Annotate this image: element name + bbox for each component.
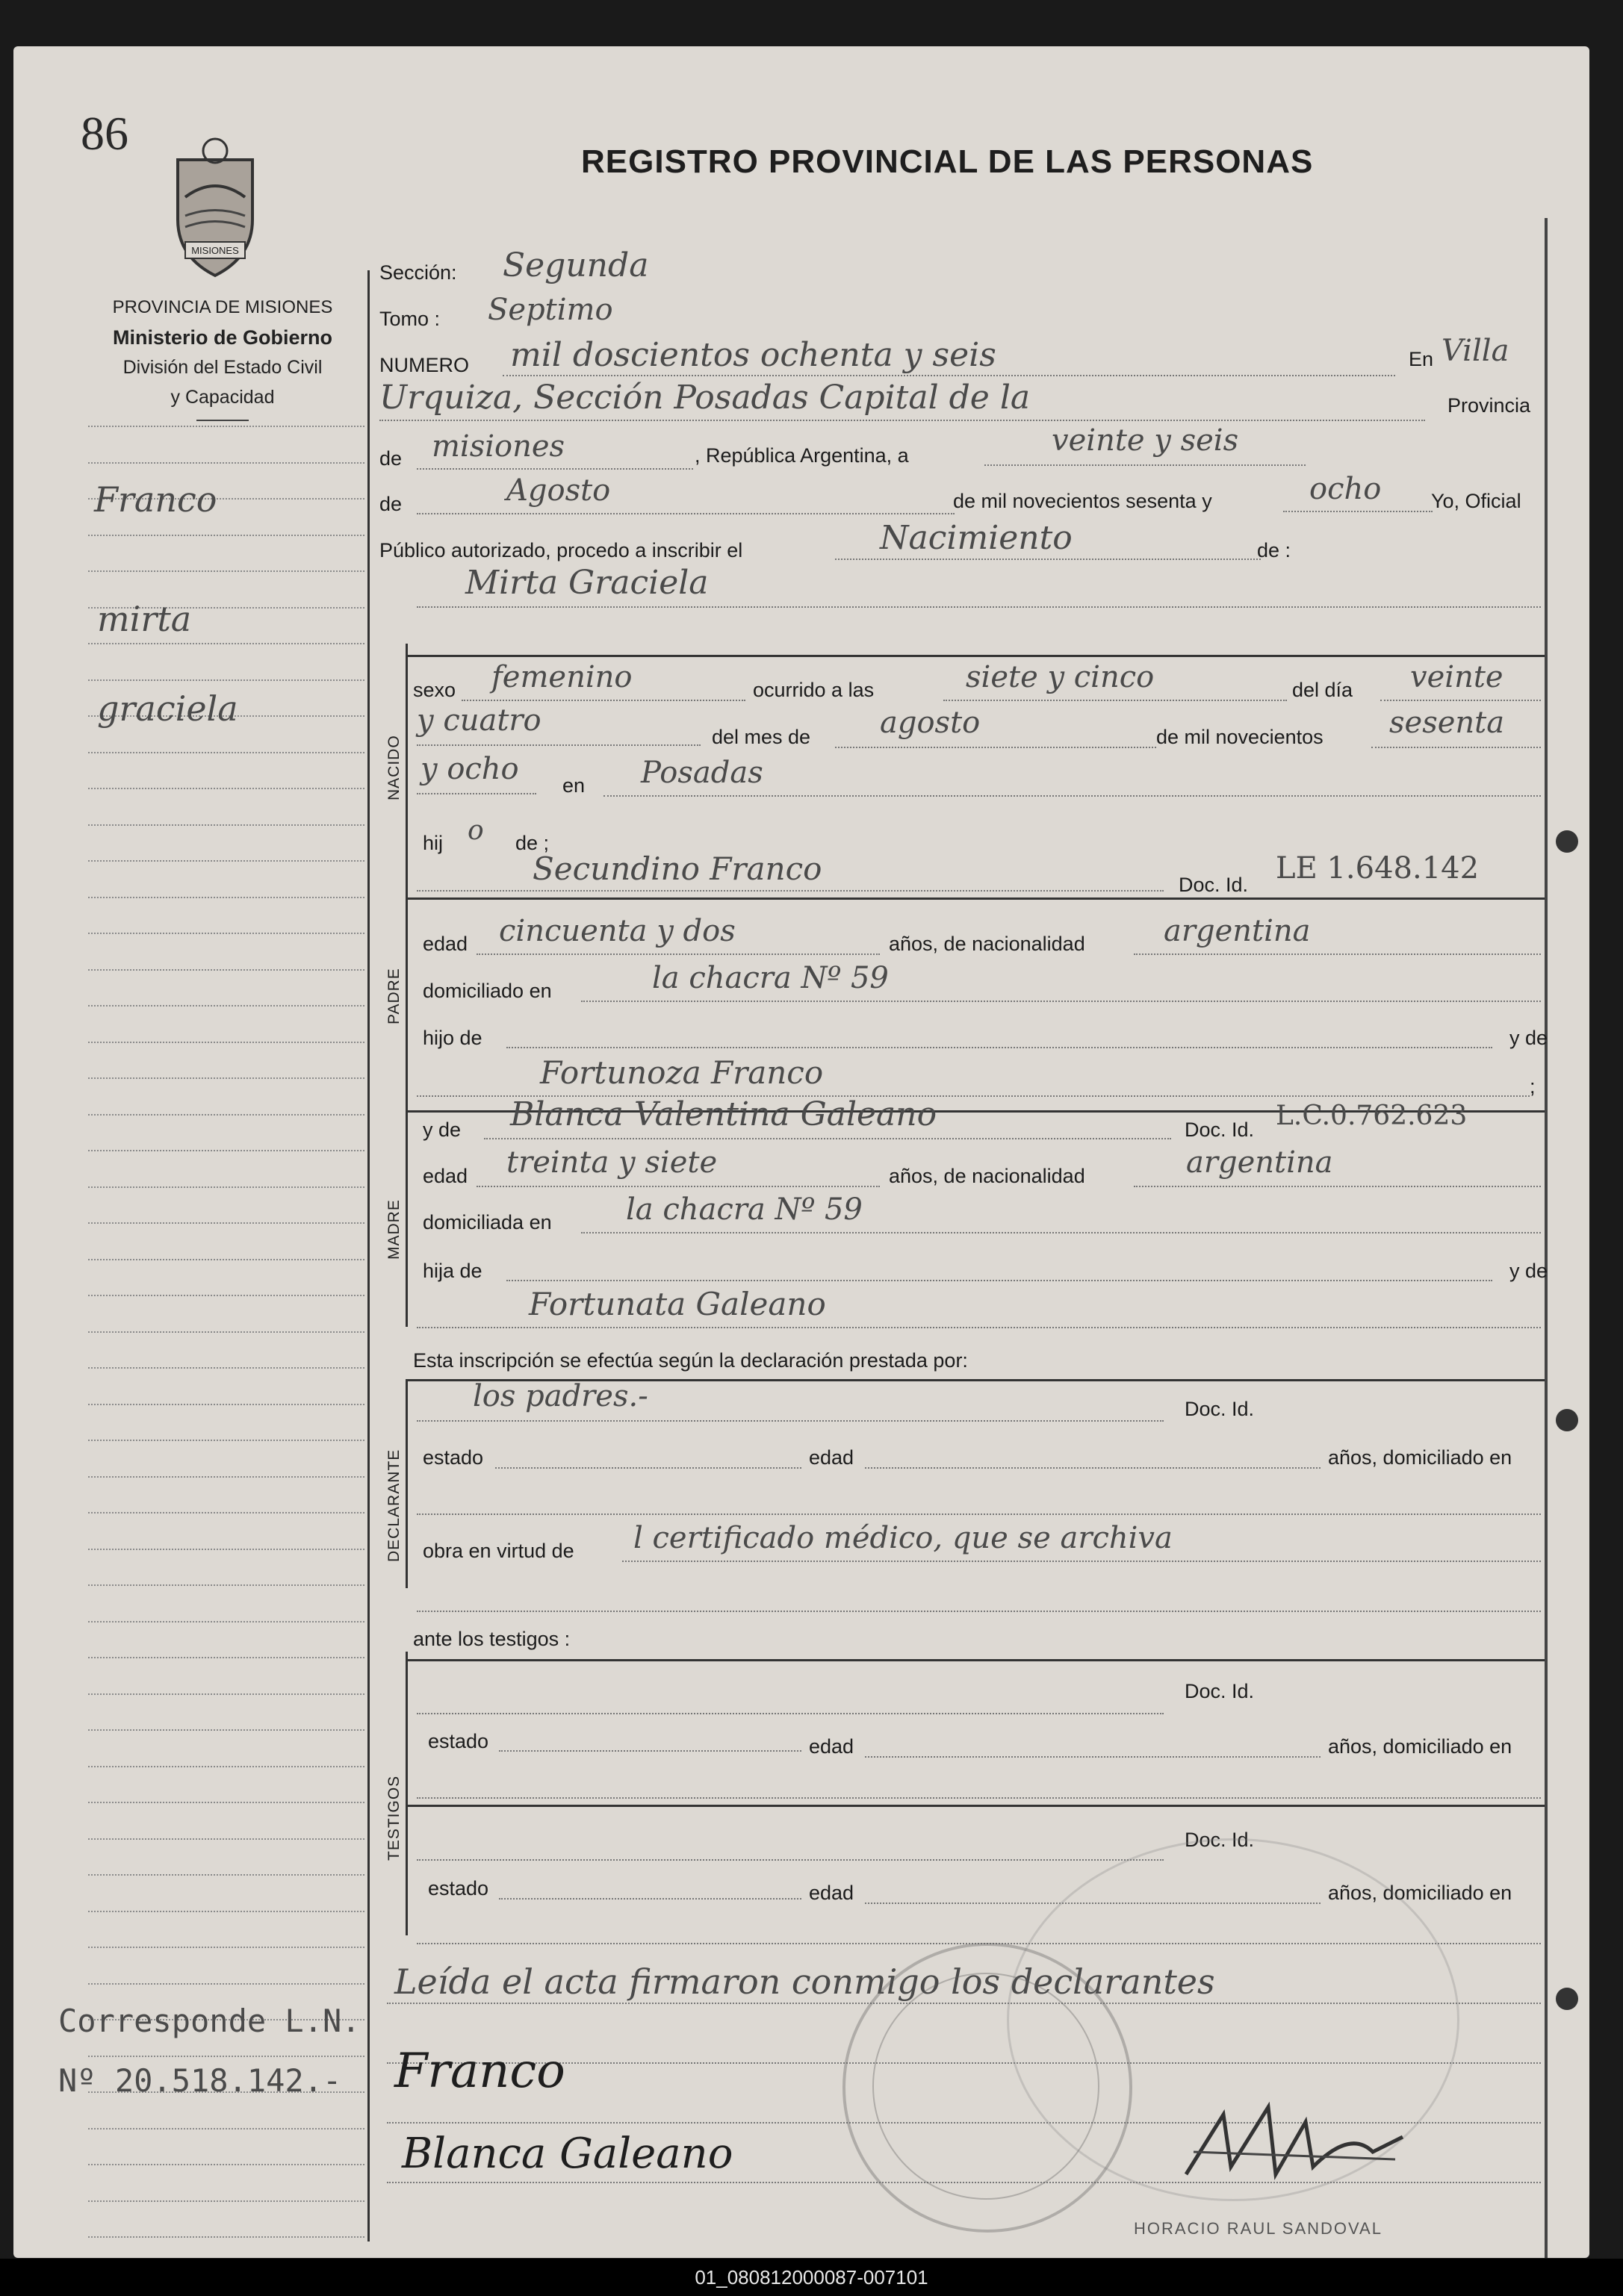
signature-franco: Franco	[394, 2044, 565, 2099]
agency-division: División del Estado Civil	[122, 357, 323, 378]
padre-dom-label: domiciliado en	[423, 980, 552, 1002]
closing-text: Leída el acta firmaron conmigo los declarantes	[394, 1961, 1215, 2002]
madre-yde2-label: y de	[1509, 1260, 1548, 1282]
dia-dots	[984, 464, 1306, 466]
margin-rule	[88, 2236, 364, 2238]
en-value: Villa	[1442, 334, 1509, 368]
test2-doc-label: Doc. Id.	[1185, 1829, 1255, 1851]
officer-signature	[1179, 2085, 1418, 2204]
padre-nac-label: años, de nacionalidad	[889, 933, 1085, 955]
sep-nacido-top	[406, 655, 1545, 657]
padre-nombre: Secundino Franco	[533, 850, 822, 887]
page-number: 86	[81, 107, 128, 160]
padre-hijo-label: hijo de	[423, 1027, 482, 1049]
place-dots	[379, 420, 1425, 421]
anio-dots-2	[1371, 747, 1541, 748]
madre-dom-dots	[581, 1232, 1541, 1233]
padre-dom-dots	[581, 1001, 1541, 1002]
anio-label-n: de mil novecientos	[1156, 726, 1323, 748]
testigos-label: TESTIGOS	[385, 1775, 403, 1861]
en-label-n: en	[562, 774, 586, 797]
margin-rule	[88, 1947, 364, 1948]
test2-edad-label: edad	[809, 1882, 854, 1904]
margin-rule	[88, 1729, 364, 1731]
padre-yde-label: y de	[1509, 1027, 1548, 1049]
sexo-label: sexo	[413, 679, 456, 701]
decl-dots	[417, 1420, 1164, 1422]
madre-hija-label: hija de	[423, 1260, 482, 1282]
register-page	[13, 46, 1589, 2258]
testigos-bar	[406, 1652, 408, 1935]
margin-rule	[88, 1042, 364, 1043]
nacido-bar	[406, 644, 408, 897]
decl-edad-dots	[865, 1467, 1321, 1469]
seccion-label: Sección:	[379, 261, 457, 284]
image-caption: 01_080812000087-007101	[0, 2259, 1623, 2296]
margin-rule	[88, 752, 364, 753]
margin-rule	[88, 1549, 364, 1550]
padre-padres-value: Fortunoza Franco	[540, 1054, 824, 1091]
agency-rule	[196, 420, 249, 421]
margin-rule	[88, 788, 364, 789]
decl-estado-dots	[495, 1467, 801, 1469]
madre-edad-dots	[477, 1186, 880, 1187]
declarante-nombre: los padres.-	[473, 1379, 648, 1413]
padre-dots	[417, 890, 1164, 892]
madre-edad-label: edad	[423, 1165, 468, 1187]
margin-rule	[88, 1005, 364, 1007]
padre-hijo-dots	[506, 1047, 1492, 1048]
de-label: de	[379, 447, 403, 470]
margin-rule	[88, 1802, 364, 1803]
provincia-value: misiones	[432, 429, 565, 464]
decl-obra-value: l certificado médico, que se archiva	[633, 1521, 1173, 1555]
margin-name-second: graciela	[97, 688, 238, 729]
test1-anios-label: años, domiciliado en	[1328, 1735, 1512, 1758]
decl-edad-label: edad	[809, 1446, 854, 1469]
margin-divider	[367, 270, 370, 2241]
mes-dots-2	[835, 747, 1156, 748]
test1-dom-dots	[417, 1797, 1541, 1799]
margin-rule	[88, 2200, 364, 2202]
dia2-value: y cuatro	[417, 703, 541, 738]
test2-estado-dots	[499, 1898, 801, 1900]
madre-nac-label: años, de nacionalidad	[889, 1165, 1085, 1187]
decl-dom-dots	[417, 1513, 1541, 1515]
de3-label: de :	[1257, 539, 1291, 561]
nacido-nombre: Mirta Graciela	[465, 564, 709, 602]
margin-name-first: mirta	[97, 599, 192, 639]
republica-label: , República Argentina, a	[695, 444, 909, 467]
margin-rule	[88, 1621, 364, 1623]
prov-dots	[417, 468, 693, 470]
margin-rule	[88, 1367, 364, 1369]
margin-note-number: Nº 20.518.142.-	[58, 2062, 342, 2099]
madre-dom-label: domiciliada en	[423, 1211, 552, 1233]
ocurrido-label: ocurrido a las	[753, 679, 875, 701]
publico-label: Público autorizado, procedo a inscribir el	[379, 539, 743, 561]
margin-rule	[88, 860, 364, 862]
padre-semicolon: ;	[1530, 1075, 1536, 1098]
provincial-crest	[163, 130, 267, 287]
right-border	[1545, 218, 1548, 2258]
de2-label: de	[379, 493, 403, 515]
crest-text: MISIONES	[191, 245, 239, 256]
decl-extra-dots	[417, 1611, 1541, 1612]
sep-padre-top	[406, 897, 1545, 900]
madre-edad-value: treinta y siete	[506, 1145, 718, 1180]
deldia-label: del día	[1292, 679, 1353, 701]
margin-rule	[88, 1476, 364, 1478]
madre-nombre: Blanca Valentina Galeano	[510, 1095, 937, 1133]
margin-rule	[88, 2056, 364, 2057]
margin-surname: Franco	[94, 479, 217, 520]
padre-edad-dots	[477, 953, 880, 955]
de-label-n: de ;	[515, 832, 550, 854]
sexo-value: femenino	[491, 660, 633, 694]
padre-nac-value: argentina	[1164, 914, 1311, 948]
binder-hole-middle	[1556, 1409, 1578, 1431]
binder-hole-top	[1556, 830, 1578, 853]
officer-name-stamp: HORACIO RAUL SANDOVAL	[1134, 2219, 1383, 2238]
margin-rule	[88, 643, 364, 644]
test1-edad-label: edad	[809, 1735, 854, 1758]
signature-galeano: Blanca Galeano	[402, 2129, 733, 2178]
testigos-intro: ante los testigos :	[413, 1628, 571, 1650]
margin-rule	[88, 535, 364, 536]
margin-rule	[88, 1404, 364, 1405]
margin-rule	[88, 2128, 364, 2129]
anio-dots	[1283, 511, 1433, 512]
margin-rule	[88, 969, 364, 971]
madre-yde-label: y de	[423, 1119, 462, 1141]
declarante-doc-label: Doc. Id.	[1185, 1398, 1255, 1420]
margin-rule	[88, 1259, 364, 1260]
decl-anios-label: años, domiciliado en	[1328, 1446, 1512, 1469]
document-title: REGISTRO PROVINCIAL DE LAS PERSONAS	[581, 143, 1314, 180]
padre-doc-label: Doc. Id.	[1179, 874, 1249, 896]
margin-rule	[88, 1584, 364, 1586]
provincia-label: Provincia	[1447, 394, 1531, 417]
decl-obra-dots	[622, 1561, 1541, 1562]
hora-dots	[943, 700, 1287, 701]
declarante-label: DECLARANTE	[385, 1449, 403, 1562]
margin-rule	[88, 1222, 364, 1224]
margin-rule	[88, 1295, 364, 1296]
numero-dots	[503, 375, 1395, 376]
margin-rule	[88, 1693, 364, 1695]
sexo-dots	[462, 700, 745, 701]
margin-rule	[88, 824, 364, 826]
test1-doc-label: Doc. Id.	[1185, 1680, 1255, 1702]
margin-rule	[88, 1331, 364, 1333]
mes-dots	[417, 513, 955, 514]
agency-capacity: y Capacidad	[170, 387, 275, 408]
margin-rule	[88, 570, 364, 572]
madre-padres-value: Fortunata Galeano	[529, 1286, 826, 1322]
margin-rule	[88, 1874, 364, 1876]
lugar-dots	[603, 795, 1541, 797]
place-value: Urquiza, Sección Posadas Capital de la	[379, 379, 1031, 417]
hora-value: siete y cinco	[966, 660, 1155, 694]
margin-rule	[88, 1077, 364, 1079]
test1-estado-dots	[499, 1750, 801, 1752]
numero-label: NUMERO	[379, 354, 469, 376]
madre-nac-value: argentina	[1186, 1145, 1333, 1180]
delmes-label: del mes de	[712, 726, 811, 748]
margin-rule	[88, 1114, 364, 1116]
agency-ministry: Ministerio de Gobierno	[112, 326, 333, 349]
margin-rule	[88, 1150, 364, 1151]
declarante-intro: Esta inscripción se efectúa según la declaración prestada por:	[413, 1349, 968, 1372]
margin-rule	[88, 679, 364, 681]
anio-value-n: sesenta	[1389, 706, 1505, 740]
mes-value-n: agosto	[880, 706, 981, 740]
madre-hija-dots	[506, 1280, 1492, 1281]
padre-nac-dots	[1134, 953, 1541, 955]
padre-bar	[406, 890, 408, 1121]
padre-doc-value: LE 1.648.142	[1276, 851, 1480, 886]
tomo-value: Septimo	[488, 293, 613, 327]
madre-doc-value: L.C.0.762.623	[1276, 1101, 1468, 1131]
test2-anios-label: años, domiciliado en	[1328, 1882, 1512, 1904]
decl-estado-label: estado	[423, 1446, 484, 1469]
margin-rule	[88, 462, 364, 464]
margin-rule	[88, 1440, 364, 1441]
agency-block	[73, 293, 372, 421]
dia2-dots	[417, 744, 701, 746]
test1-edad-dots	[865, 1756, 1321, 1758]
acto-value: Nacimiento	[880, 519, 1073, 557]
acto-dots	[835, 559, 1261, 560]
dia-dots-2	[1380, 700, 1541, 701]
anio-value: ocho	[1309, 472, 1382, 506]
margin-rule	[88, 1657, 364, 1658]
margin-rule	[88, 1766, 364, 1767]
margin-note-corresponde: Corresponde L.N.	[58, 2003, 361, 2039]
madre-bar	[406, 1114, 408, 1327]
anio-label: de mil novecientos sesenta y	[953, 490, 1212, 512]
padre-edad-label: edad	[423, 933, 468, 955]
dia-value-n: veinte	[1410, 660, 1503, 694]
madre-dots	[484, 1138, 1171, 1139]
seccion-value: Segunda	[503, 246, 649, 284]
madre-dom-value: la chacra Nº 59	[626, 1192, 863, 1227]
tomo-label: Tomo :	[379, 308, 441, 330]
en-label: En	[1409, 348, 1434, 370]
binder-hole-bottom	[1556, 1988, 1578, 2010]
nombre-dots	[417, 606, 1541, 608]
test1-estado-label: estado	[428, 1730, 489, 1752]
madre-nac-dots	[1134, 1186, 1541, 1187]
nacido-label: NACIDO	[385, 735, 403, 800]
margin-rule	[88, 897, 364, 898]
madre-label: MADRE	[385, 1199, 403, 1260]
numero-value: mil doscientos ochenta y seis	[510, 336, 996, 374]
anio2-value: y ocho	[421, 752, 519, 786]
anio2-dots	[417, 793, 536, 794]
madre-padres-dots	[417, 1327, 1541, 1328]
madre-doc-label: Doc. Id.	[1185, 1119, 1255, 1141]
margin-rule	[88, 1838, 364, 1840]
padre-label: PADRE	[385, 968, 403, 1024]
oficial-label: Yo, Oficial	[1431, 490, 1521, 512]
dia-value: veinte y seis	[1052, 423, 1239, 458]
sep-testigo2-top	[406, 1805, 1545, 1807]
lugar-value: Posadas	[641, 756, 763, 790]
margin-rule	[88, 1983, 364, 1985]
sep-testigos-top	[406, 1659, 1545, 1661]
mes-value: Agosto	[506, 473, 611, 508]
margin-rule	[88, 426, 364, 427]
declarante-bar	[406, 1379, 408, 1588]
margin-rule	[88, 933, 364, 934]
test1-dots	[417, 1713, 1164, 1714]
hijo-value: o	[468, 815, 484, 846]
decl-obra-label: obra en virtud de	[423, 1540, 574, 1562]
margin-rule	[88, 1186, 364, 1188]
hij-label: hij	[423, 832, 444, 854]
test2-estado-label: estado	[428, 1877, 489, 1900]
padre-edad-value: cincuenta y dos	[499, 914, 736, 948]
margin-rule	[88, 1512, 364, 1513]
margin-rule	[88, 2164, 364, 2165]
margin-rule	[88, 1911, 364, 1912]
padre-dom-value: la chacra Nº 59	[652, 961, 889, 995]
agency-province: PROVINCIA DE MISIONES	[112, 297, 333, 317]
test2-dots	[417, 1859, 1164, 1861]
